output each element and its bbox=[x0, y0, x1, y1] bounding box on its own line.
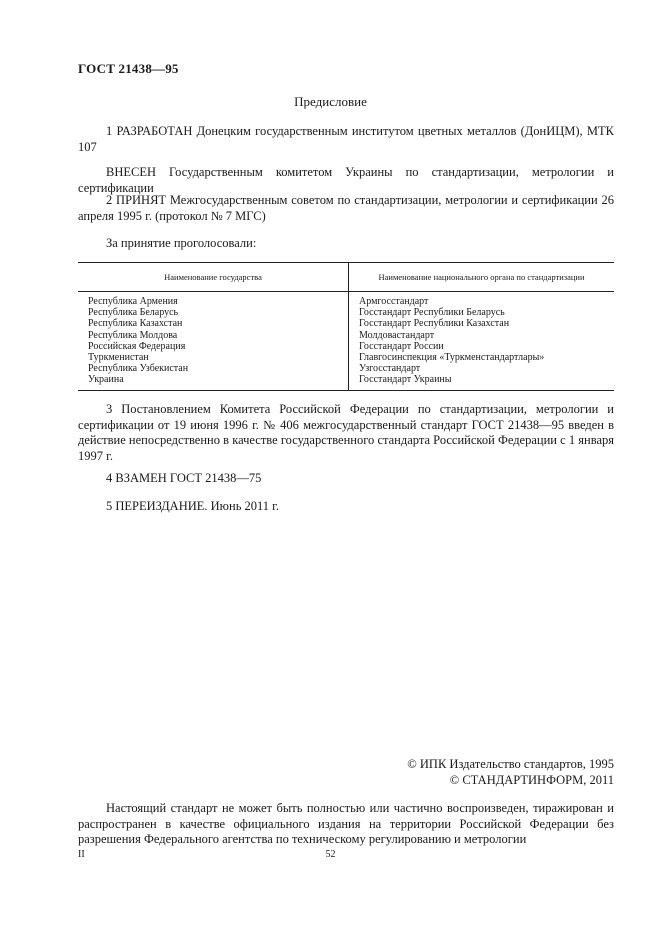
state-name: Туркменистан bbox=[88, 352, 149, 364]
paragraph-adopted: 2 ПРИНЯТ Межгосударственным советом по стандартизации, метрологии и сертификации 26 апреля 1995 г. (протокол № 7 МГС) bbox=[78, 193, 614, 223]
state-name: Республика Молдова bbox=[88, 329, 178, 341]
paragraph-resolution: 3 Постановлением Комитета Российской Федерации по стандартизации, метрологии и сертификации от 19 июня 1996 г. № 406 межгосударственный стандарт ГОСТ 21438—95 введен в действие непосредственно в качестве государственного стандарта Российской Федерации с 1 января 1997 г. bbox=[78, 402, 614, 463]
standards-body-name: Главгосинспекция «Туркменстандартлары» bbox=[359, 352, 545, 364]
paragraph-voted: За принятие проголосовали: bbox=[106, 236, 257, 250]
bodies-column bbox=[349, 292, 615, 391]
state-name: Республика Армения bbox=[88, 296, 178, 307]
section-title: Предисловие bbox=[294, 94, 367, 109]
state-name: Украина bbox=[88, 374, 124, 386]
table-header-row bbox=[78, 263, 614, 292]
standards-body-name: Узгосстандарт bbox=[359, 363, 421, 375]
paragraph-replaces: 4 ВЗАМЕН ГОСТ 21438—75 bbox=[106, 471, 262, 485]
paragraph-introduced: ВНЕСЕН Государственным комитетом Украины по стандартизации, метрологии и сертификации bbox=[78, 165, 614, 195]
standards-body-name: Госстандарт Украины bbox=[359, 374, 452, 386]
roman-page-number: II bbox=[78, 849, 85, 860]
standards-body-name: Армгосстандарт bbox=[359, 296, 429, 307]
state-name: Республика Беларусь bbox=[88, 307, 179, 319]
copyright-line: © ИПК Издательство стандартов, 1995 bbox=[407, 757, 614, 771]
copyright-line: © СТАНДАРТИНФОРМ, 2011 bbox=[449, 773, 614, 787]
state-name: Республика Узбекистан bbox=[88, 363, 189, 375]
table-row bbox=[78, 292, 614, 391]
state-name: Российская Федерация bbox=[88, 340, 186, 352]
standards-body-name: Госстандарт Республики Беларусь bbox=[359, 307, 505, 319]
state-name: Республика Казахстан bbox=[88, 318, 183, 330]
table-header-state: Наименование государства bbox=[78, 263, 349, 292]
states-column bbox=[78, 292, 349, 391]
paragraph-reissue: 5 ПЕРЕИЗДАНИЕ. Июнь 2011 г. bbox=[106, 499, 280, 513]
standards-body-name: Молдовастандарт bbox=[359, 329, 435, 341]
page-number: 52 bbox=[325, 849, 336, 860]
reproduction-notice: Настоящий стандарт не может быть полностью или частично воспроизведен, тиражирован и распространен в качестве официального издания на территории Российской Федерации без разрешения Федерального агентства по техническому регулированию и метрологии bbox=[78, 801, 614, 846]
table-header-body: Наименование национального органа по стандартизации bbox=[349, 263, 615, 292]
paragraph-developed: 1 РАЗРАБОТАН Донецким государственным институтом цветных металлов (ДонИЦМ), МТК 107 bbox=[78, 124, 614, 154]
standards-body-name: Госстандарт России bbox=[359, 340, 444, 352]
standard-code: ГОСТ 21438—95 bbox=[78, 61, 179, 76]
copyright-block bbox=[407, 756, 614, 788]
standards-body-name: Госстандарт Республики Казахстан bbox=[359, 318, 510, 330]
voting-states-table bbox=[78, 262, 614, 391]
